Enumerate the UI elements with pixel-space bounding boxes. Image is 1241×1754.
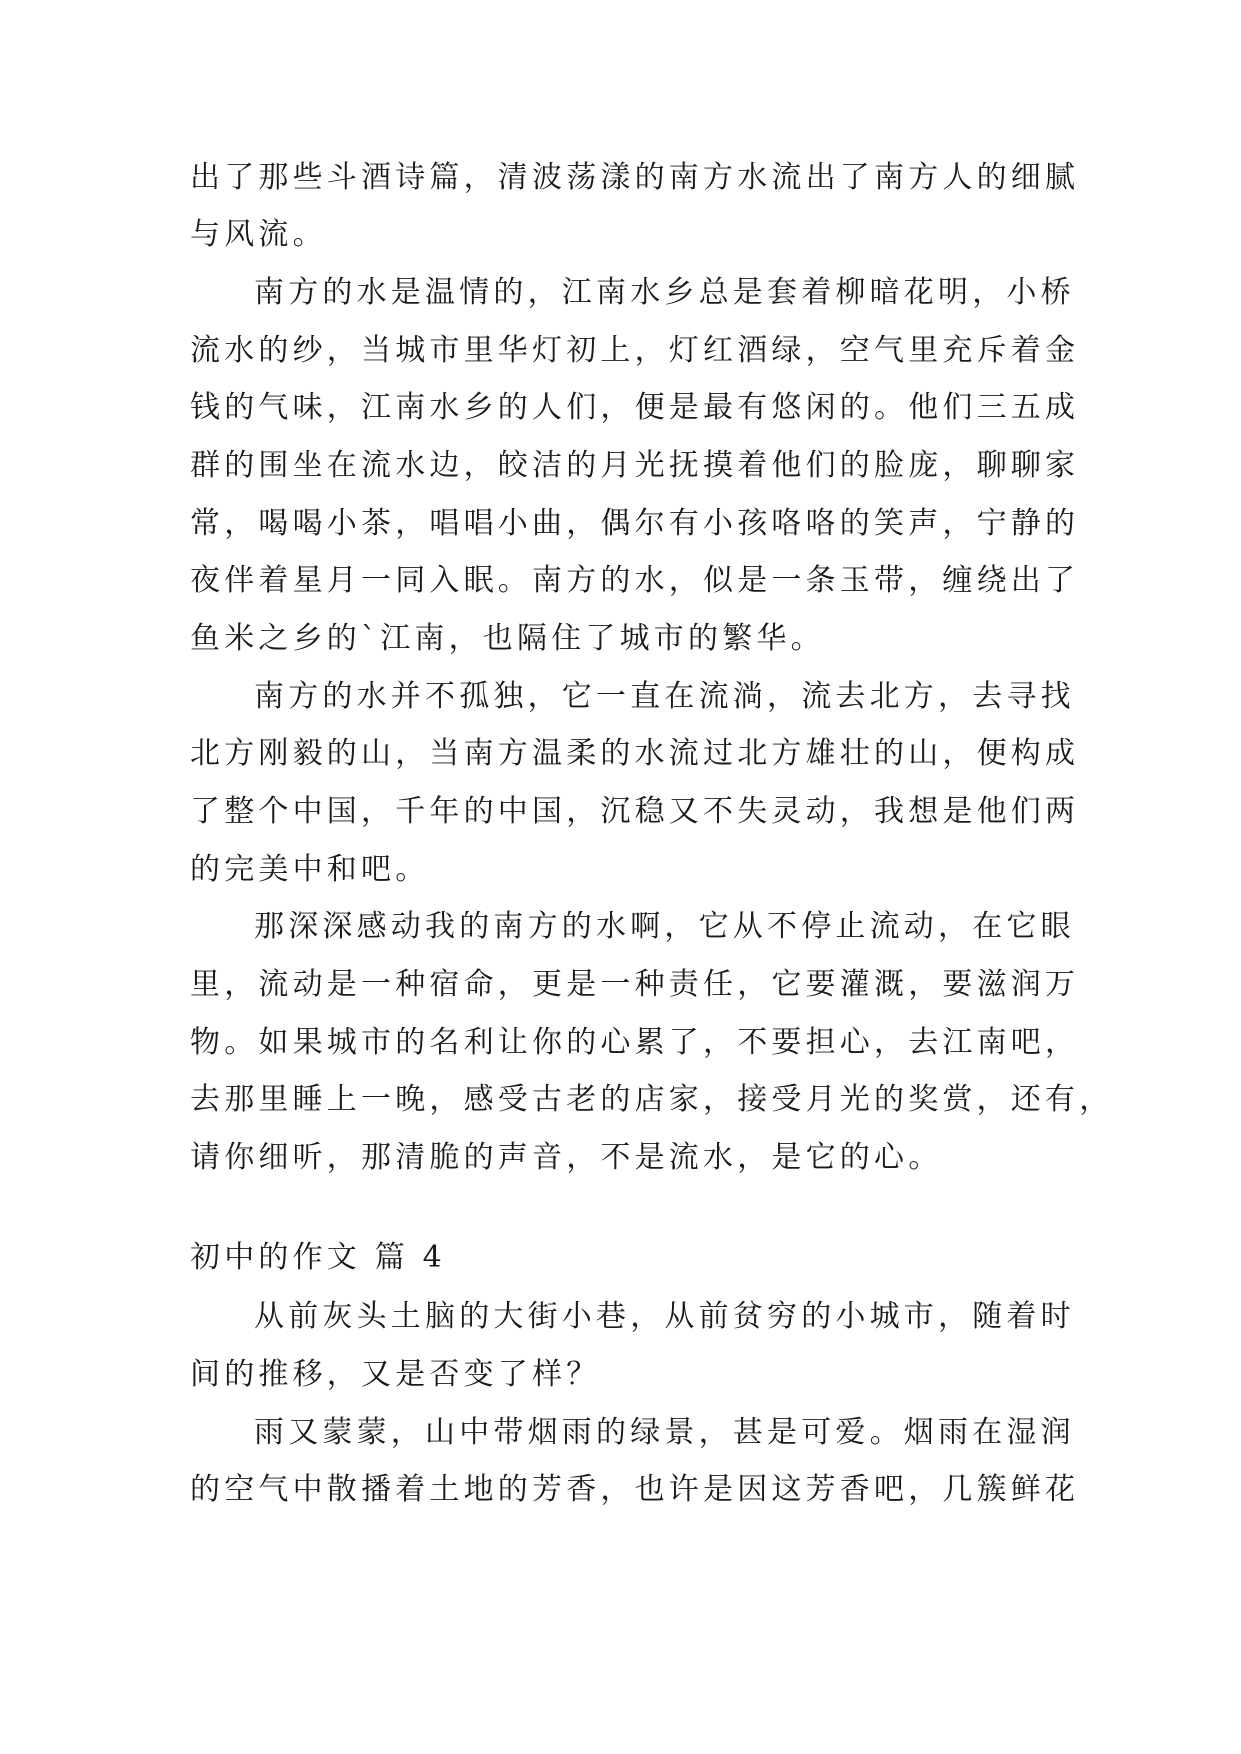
- text-line: 北方刚毅的山，当南方温柔的水流过北方雄壮的山，便构成: [190, 736, 1080, 771]
- text-line: 里，流动是一种宿命，更是一种责任，它要灌溉，要滋润万: [190, 967, 1080, 1002]
- text-line: 与风流。: [190, 217, 327, 252]
- paragraph-start-line: 那深深感动我的南方的水啊，它从不停止流动，在它眼: [254, 909, 1075, 944]
- text-line: 间的推移，又是否变了样？: [190, 1357, 601, 1392]
- text-line: 的空气中散播着土地的芳香，也许是因这芳香吧，几簇鲜花: [190, 1472, 1080, 1507]
- text-line: 的完美中和吧。: [190, 852, 430, 887]
- text-line: 常，喝喝小茶，唱唱小曲，偶尔有小孩咯咯的笑声，宁静的: [190, 506, 1080, 541]
- text-line: 钱的气味，江南水乡的人们，便是最有悠闲的。他们三五成: [190, 390, 1080, 425]
- section-heading: 初中的作文 篇 4: [190, 1240, 446, 1275]
- paragraph-start-line: 雨又蒙蒙，山中带烟雨的绿景，甚是可爱。烟雨在湿润: [254, 1415, 1075, 1450]
- text-line: 物。如果城市的名利让你的心累了，不要担心，去江南吧，: [190, 1025, 1080, 1060]
- text-line: 了整个中国，千年的中国，沉稳又不失灵动，我想是他们两: [190, 794, 1080, 829]
- text-line: 群的围坐在流水边，皎洁的月光抚摸着他们的脸庞，聊聊家: [190, 448, 1080, 483]
- text-line: 请你细听，那清脆的声音，不是流水，是它的心。: [190, 1140, 943, 1175]
- text-line: 出了那些斗酒诗篇，清波荡漾的南方水流出了南方人的细腻: [190, 160, 1080, 195]
- paragraph-start-line: 南方的水并不孤独，它一直在流淌，流去北方，去寻找: [254, 679, 1075, 714]
- text-line: 流水的纱，当城市里华灯初上，灯红酒绿，空气里充斥着金: [190, 333, 1080, 368]
- text-line: 去那里睡上一晚，感受古老的店家，接受月光的奖赏，还有，: [190, 1082, 1114, 1117]
- paragraph-start-line: 南方的水是温情的，江南水乡总是套着柳暗花明，小桥: [254, 275, 1075, 310]
- text-line: 夜伴着星月一同入眠。南方的水，似是一条玉带，缠绕出了: [190, 563, 1080, 598]
- text-line: 鱼米之乡的`江南，也隔住了城市的繁华。: [190, 621, 825, 656]
- paragraph-start-line: 从前灰头土脑的大街小巷，从前贫穷的小城市，随着时: [254, 1299, 1075, 1334]
